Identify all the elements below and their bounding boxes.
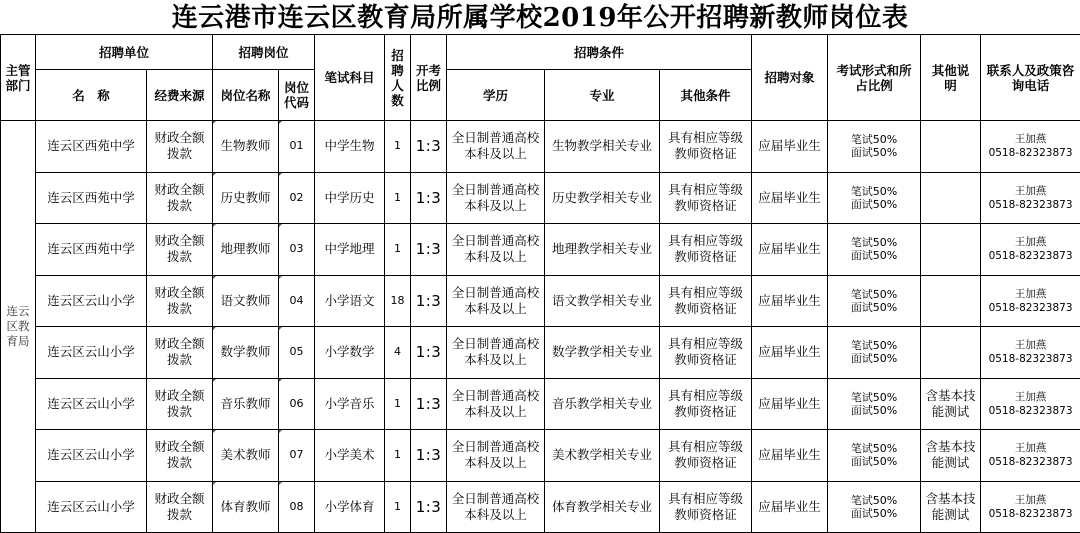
header-major: 专业 — [545, 70, 660, 121]
header-exam: 考试形式和所占比例 — [828, 35, 921, 121]
cell-marker — [213, 172, 218, 177]
exam-cell: 笔试50% 面试50% — [828, 378, 921, 430]
ratio-cell: 1:3 — [411, 430, 447, 482]
other-cell: 具有相应等级教师资格证 — [660, 430, 752, 482]
fund-cell: 财政全额拨款 — [147, 172, 213, 224]
major-cell: 音乐教学相关专业 — [545, 378, 660, 430]
unit-cell: 连云区云山小学 — [36, 481, 147, 533]
cell-marker — [279, 224, 284, 229]
post-cell: 历史教师 — [213, 172, 279, 224]
fund-cell: 财政全额拨款 — [147, 121, 213, 173]
ratio-cell: 1:3 — [411, 378, 447, 430]
fund-cell: 财政全额拨款 — [147, 430, 213, 482]
code-cell: 02 — [279, 172, 315, 224]
table-row — [1, 172, 1080, 224]
subject-cell: 小学体育 — [315, 481, 385, 533]
count-cell: 1 — [385, 481, 411, 533]
exam-cell: 笔试50% 面试50% — [828, 224, 921, 276]
unit-cell: 连云区西苑中学 — [36, 121, 147, 173]
fund-cell: 财政全额拨款 — [147, 481, 213, 533]
cell-marker — [279, 121, 284, 126]
education-cell: 全日制普通高校本科及以上 — [447, 172, 545, 224]
major-cell: 数学教学相关专业 — [545, 327, 660, 379]
count-cell: 1 — [385, 121, 411, 173]
target-cell: 应届毕业生 — [752, 481, 828, 533]
ratio-cell: 1:3 — [411, 275, 447, 327]
target-cell: 应届毕业生 — [752, 121, 828, 173]
exam-cell: 笔试50% 面试50% — [828, 172, 921, 224]
count-cell: 1 — [385, 378, 411, 430]
fund-cell: 财政全额拨款 — [147, 224, 213, 276]
ratio-cell: 1:3 — [411, 224, 447, 276]
unit-cell: 连云区云山小学 — [36, 327, 147, 379]
contact-cell: 王加燕 0518-82323873 — [981, 378, 1080, 430]
cell-marker — [279, 430, 284, 435]
table-row — [1, 430, 1080, 482]
header-contact: 联系人及政策咨询电话 — [981, 35, 1080, 121]
contact-cell: 王加燕 0518-82323873 — [981, 275, 1080, 327]
exam-cell: 笔试50% 面试50% — [828, 481, 921, 533]
unit-cell: 连云区西苑中学 — [36, 172, 147, 224]
table-row — [1, 378, 1080, 430]
education-cell: 全日制普通高校本科及以上 — [447, 378, 545, 430]
header-unit-name: 名 称 — [36, 70, 147, 121]
education-cell: 全日制普通高校本科及以上 — [447, 121, 545, 173]
cell-marker — [279, 327, 284, 332]
subject-cell: 中学历史 — [315, 172, 385, 224]
contact-cell: 王加燕 0518-82323873 — [981, 121, 1080, 173]
code-cell: 03 — [279, 224, 315, 276]
code-cell: 07 — [279, 430, 315, 482]
header-subject: 笔试科目 — [315, 35, 385, 121]
target-cell: 应届毕业生 — [752, 430, 828, 482]
major-cell: 语文教学相关专业 — [545, 275, 660, 327]
cell-marker — [213, 121, 218, 126]
cell-marker — [279, 172, 284, 177]
header-unit: 招聘单位 — [36, 35, 213, 70]
fund-cell: 财政全额拨款 — [147, 275, 213, 327]
cell-marker — [279, 481, 284, 486]
post-cell: 语文教师 — [213, 275, 279, 327]
post-cell: 美术教师 — [213, 430, 279, 482]
notes-cell: 含基本技能测试 — [921, 378, 981, 430]
post-cell: 生物教师 — [213, 121, 279, 173]
fund-cell: 财政全额拨款 — [147, 327, 213, 379]
notes-cell: 含基本技能测试 — [921, 481, 981, 533]
education-cell: 全日制普通高校本科及以上 — [447, 224, 545, 276]
notes-cell — [921, 121, 981, 173]
notes-cell: 含基本技能测试 — [921, 430, 981, 482]
target-cell: 应届毕业生 — [752, 172, 828, 224]
education-cell: 全日制普通高校本科及以上 — [447, 275, 545, 327]
cell-marker — [213, 378, 218, 383]
recruitment-table — [0, 34, 1080, 533]
other-cell: 具有相应等级教师资格证 — [660, 224, 752, 276]
other-cell: 具有相应等级教师资格证 — [660, 172, 752, 224]
table-row — [1, 275, 1080, 327]
other-cell: 具有相应等级教师资格证 — [660, 378, 752, 430]
contact-cell: 王加燕 0518-82323873 — [981, 327, 1080, 379]
unit-cell: 连云区云山小学 — [36, 275, 147, 327]
header-post-name: 岗位名称 — [213, 70, 279, 121]
education-cell: 全日制普通高校本科及以上 — [447, 430, 545, 482]
table-row — [1, 327, 1080, 379]
code-cell: 06 — [279, 378, 315, 430]
table-row — [1, 224, 1080, 276]
post-cell: 地理教师 — [213, 224, 279, 276]
count-cell: 18 — [385, 275, 411, 327]
unit-cell: 连云区云山小学 — [36, 378, 147, 430]
header-other: 其他条件 — [660, 70, 752, 121]
notes-cell — [921, 172, 981, 224]
major-cell: 生物教学相关专业 — [545, 121, 660, 173]
cell-marker — [279, 275, 284, 280]
table-row — [1, 481, 1080, 533]
subject-cell: 小学音乐 — [315, 378, 385, 430]
other-cell: 具有相应等级教师资格证 — [660, 327, 752, 379]
major-cell: 美术教学相关专业 — [545, 430, 660, 482]
post-cell: 音乐教师 — [213, 378, 279, 430]
major-cell: 体育教学相关专业 — [545, 481, 660, 533]
header-fund: 经费来源 — [147, 70, 213, 121]
target-cell: 应届毕业生 — [752, 327, 828, 379]
ratio-cell: 1:3 — [411, 481, 447, 533]
header-dept: 主管部门 — [1, 35, 36, 121]
target-cell: 应届毕业生 — [752, 378, 828, 430]
contact-cell: 王加燕 0518-82323873 — [981, 172, 1080, 224]
header-education: 学历 — [447, 70, 545, 121]
cell-marker — [213, 275, 218, 280]
ratio-cell: 1:3 — [411, 121, 447, 173]
code-cell: 08 — [279, 481, 315, 533]
contact-cell: 王加燕 0518-82323873 — [981, 224, 1080, 276]
exam-cell: 笔试50% 面试50% — [828, 327, 921, 379]
table-row — [1, 121, 1080, 173]
header-conditions: 招聘条件 — [447, 35, 752, 70]
code-cell: 01 — [279, 121, 315, 173]
exam-cell: 笔试50% 面试50% — [828, 275, 921, 327]
subject-cell: 小学语文 — [315, 275, 385, 327]
subject-cell: 小学美术 — [315, 430, 385, 482]
education-cell: 全日制普通高校本科及以上 — [447, 327, 545, 379]
other-cell: 具有相应等级教师资格证 — [660, 275, 752, 327]
contact-cell: 王加燕 0518-82323873 — [981, 481, 1080, 533]
subject-cell: 中学地理 — [315, 224, 385, 276]
target-cell: 应届毕业生 — [752, 224, 828, 276]
post-cell: 体育教师 — [213, 481, 279, 533]
unit-cell: 连云区云山小学 — [36, 430, 147, 482]
header-target: 招聘对象 — [752, 35, 828, 121]
major-cell: 地理教学相关专业 — [545, 224, 660, 276]
post-cell: 数学教师 — [213, 327, 279, 379]
other-cell: 具有相应等级教师资格证 — [660, 481, 752, 533]
subject-cell: 小学数学 — [315, 327, 385, 379]
code-cell: 05 — [279, 327, 315, 379]
unit-cell: 连云区西苑中学 — [36, 224, 147, 276]
ratio-cell: 1:3 — [411, 327, 447, 379]
department-cell: 连云区教育局 — [1, 121, 36, 533]
header-count: 招聘人数 — [385, 35, 411, 121]
cell-marker — [213, 327, 218, 332]
code-cell: 04 — [279, 275, 315, 327]
notes-cell — [921, 327, 981, 379]
cell-marker — [279, 378, 284, 383]
contact-cell: 王加燕 0518-82323873 — [981, 430, 1080, 482]
cell-marker — [213, 224, 218, 229]
table-header — [1, 35, 1080, 121]
major-cell: 历史教学相关专业 — [545, 172, 660, 224]
header-post: 招聘岗位 — [213, 35, 315, 70]
fund-cell: 财政全额拨款 — [147, 378, 213, 430]
count-cell: 4 — [385, 327, 411, 379]
exam-cell: 笔试50% 面试50% — [828, 121, 921, 173]
exam-cell: 笔试50% 面试50% — [828, 430, 921, 482]
table-body — [1, 121, 1080, 533]
count-cell: 1 — [385, 430, 411, 482]
count-cell: 1 — [385, 172, 411, 224]
cell-marker — [213, 430, 218, 435]
notes-cell — [921, 275, 981, 327]
page-title: 连云港市连云区教育局所属学校2019年公开招聘新教师岗位表 — [0, 0, 1080, 34]
target-cell: 应届毕业生 — [752, 275, 828, 327]
notes-cell — [921, 224, 981, 276]
header-notes: 其他说明 — [921, 35, 981, 121]
header-post-code: 岗位代码 — [279, 70, 315, 121]
ratio-cell: 1:3 — [411, 172, 447, 224]
other-cell: 具有相应等级教师资格证 — [660, 121, 752, 173]
education-cell: 全日制普通高校本科及以上 — [447, 481, 545, 533]
subject-cell: 中学生物 — [315, 121, 385, 173]
count-cell: 1 — [385, 224, 411, 276]
cell-marker — [213, 481, 218, 486]
header-ratio: 开考比例 — [411, 35, 447, 121]
